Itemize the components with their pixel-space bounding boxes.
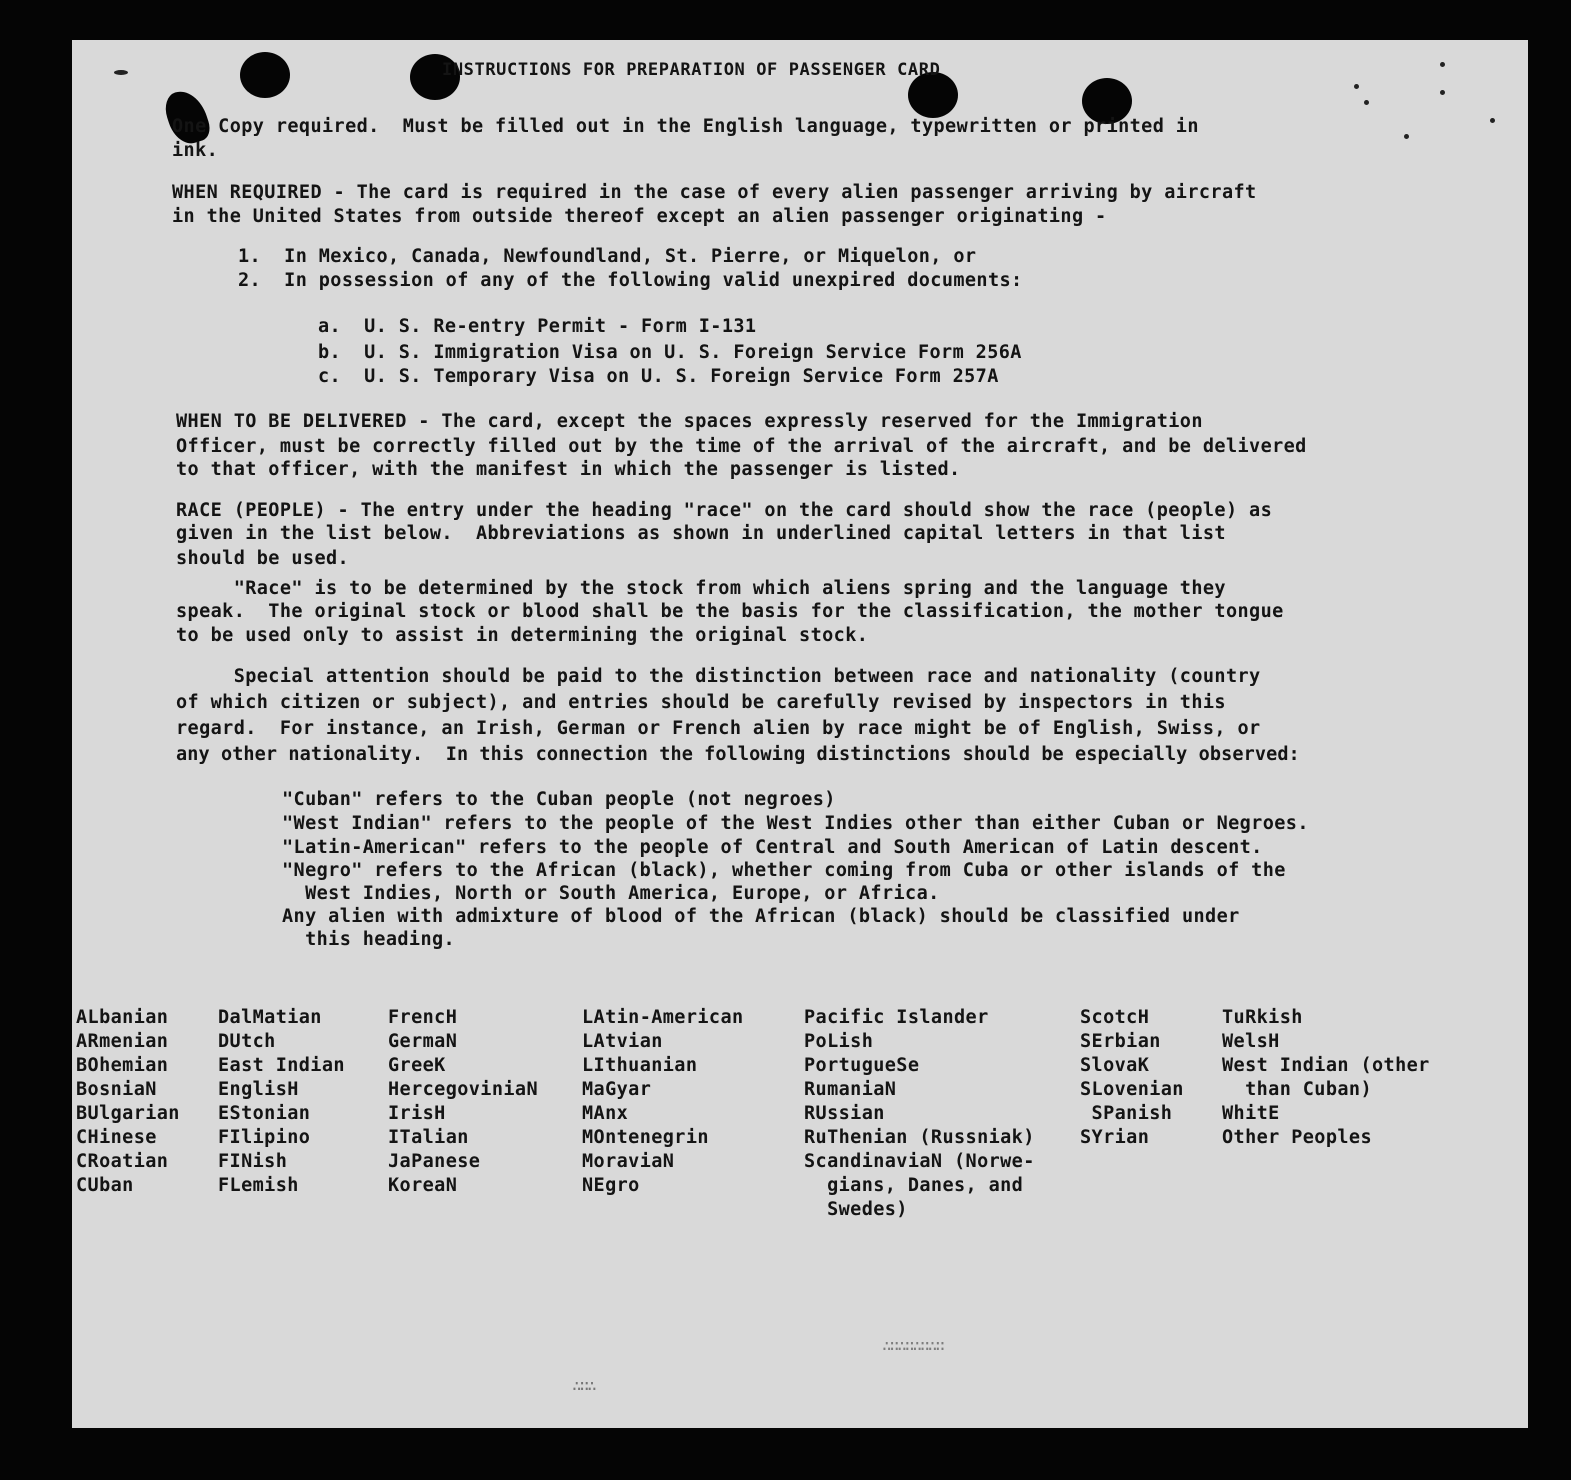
race-entry: MAnx [582, 1103, 629, 1124]
race-entry: HercegoviniaN [388, 1079, 538, 1100]
speck [1354, 84, 1359, 89]
special-attention-line: regard. For instance, an Irish, German or French alien by race might be of English, Swiss, or [176, 718, 1261, 739]
race-entry: PortugueSe [804, 1055, 920, 1076]
when-required-line-1: WHEN REQUIRED - The card is required in the case of every alien passenger arriving by aircraft [172, 182, 1257, 203]
race-entry: LAtvian [582, 1031, 663, 1052]
special-attention-line: of which citizen or subject), and entries should be carefully revised by inspectors in this [176, 692, 1226, 713]
document-item: b. U. S. Immigration Visa on U. S. Foreign Service Form 256A [318, 342, 1022, 363]
speck [114, 70, 128, 75]
race-entry: GreeK [388, 1055, 446, 1076]
punch-hole-1 [240, 52, 290, 98]
race-entry: BOhemian [76, 1055, 169, 1076]
race-entry: Swedes) [804, 1199, 908, 1220]
when-delivered-line: to that officer, with the manifest in which the passenger is listed. [176, 459, 961, 480]
race-entry: IrisH [388, 1103, 446, 1124]
race-entry: MOntenegrin [582, 1127, 709, 1148]
race-entry: RuThenian (Russniak) [804, 1127, 1035, 1148]
race-entry: ARmenian [76, 1031, 169, 1052]
race-column-7 [1222, 1006, 1430, 1150]
distinction-line: "Cuban" refers to the Cuban people (not negroes) [282, 789, 836, 810]
race-entry: PoLish [804, 1031, 874, 1052]
race-people-line: RACE (PEOPLE) - The entry under the heading "race" on the card should show the race (people) as [176, 500, 1273, 521]
race-entry: ScandinaviaN (Norwe- [804, 1151, 1035, 1172]
race-entry: LIthuanian [582, 1055, 698, 1076]
race-entry: FINish [218, 1151, 288, 1172]
race-entry: Other Peoples [1222, 1127, 1372, 1148]
distinction-line: "Latin-American" refers to the people of Central and South American of Latin descent. [282, 837, 1263, 858]
speck [1404, 134, 1409, 139]
race-entry: Pacific Islander [804, 1007, 989, 1028]
race-entry: MaGyar [582, 1079, 652, 1100]
race-entry: CRoatian [76, 1151, 169, 1172]
race-entry: ALbanian [76, 1007, 169, 1028]
race-entry: gians, Danes, and [804, 1175, 1024, 1196]
race-entry: RumaniaN [804, 1079, 897, 1100]
race-entry: SErbian [1080, 1031, 1161, 1052]
distinction-line: this heading. [282, 929, 456, 950]
race-entry: SLovenian [1080, 1079, 1184, 1100]
race-entry: EnglisH [218, 1079, 299, 1100]
exception-item: 2. In possession of any of the following valid unexpired documents: [238, 270, 1023, 291]
race-entry: KoreaN [388, 1175, 458, 1196]
race-entry: CUban [76, 1175, 134, 1196]
race-entry: ScotcH [1080, 1007, 1150, 1028]
race-entry: FrencH [388, 1007, 458, 1028]
race-entry: WhitE [1222, 1103, 1280, 1124]
special-attention-line: Special attention should be paid to the distinction between race and nationality (country [176, 666, 1261, 687]
race-entry: FLemish [218, 1175, 299, 1196]
race-entry: JaPanese [388, 1151, 481, 1172]
distinction-line: West Indies, North or South America, Europe, or Africa. [282, 883, 940, 904]
page-title: INSTRUCTIONS FOR PREPARATION OF PASSENGER CARD [442, 60, 941, 80]
when-delivered-line: WHEN TO BE DELIVERED - The card, except the spaces expressly reserved for the Immigration [176, 411, 1203, 432]
document-item: a. U. S. Re-entry Permit - Form I-131 [318, 316, 757, 337]
when-required-line-2: in the United States from outside thereof except an alien passenger originating - [172, 206, 1107, 227]
race-entry: SYrian [1080, 1127, 1150, 1148]
race-entry: FIlipino [218, 1127, 311, 1148]
copy-required-line-1: One Copy required. Must be filled out in the English language, typewritten or printed in [172, 116, 1199, 137]
race-entry: MoraviaN [582, 1151, 675, 1172]
race-entry: than Cuban) [1222, 1079, 1372, 1100]
exception-item: 1. In Mexico, Canada, Newfoundland, St. Pierre, or Miquelon, or [238, 246, 977, 267]
race-entry: SlovaK [1080, 1055, 1150, 1076]
race-defined-line: to be used only to assist in determining the original stock. [176, 625, 869, 646]
faint-stamp-mark: ∴∷∴∷∴∷∴∷ [882, 1336, 944, 1355]
race-people-line: given in the list below. Abbreviations as shown in underlined capital letters in that list [176, 523, 1226, 544]
race-entry: BosniaN [76, 1079, 157, 1100]
when-delivered-line: Officer, must be correctly filled out by the time of the arrival of the aircraft, and be delivered [176, 436, 1307, 457]
distinction-line: "West Indian" refers to the people of the West Indies other than either Cuban or Negroes. [282, 813, 1309, 834]
race-column-3 [388, 1006, 538, 1198]
race-entry: East Indian [218, 1055, 345, 1076]
race-entry: CHinese [76, 1127, 157, 1148]
distinction-line: Any alien with admixture of blood of the African (black) should be classified under [282, 906, 1240, 927]
race-entry: ITalian [388, 1127, 469, 1148]
race-entry: NEgro [582, 1175, 640, 1196]
race-defined-line: speak. The original stock or blood shall be the basis for the classification, the mother tongue [176, 601, 1284, 622]
race-entry: West Indian (other [1222, 1055, 1430, 1076]
race-entry: RUssian [804, 1103, 885, 1124]
race-entry: DalMatian [218, 1007, 322, 1028]
faint-stamp-mark: ∴∷∴ [572, 1376, 595, 1395]
race-entry: TuRkish [1222, 1007, 1303, 1028]
race-entry: SPanish [1080, 1103, 1173, 1124]
speck [1364, 100, 1369, 105]
copy-required-line-2: ink. [172, 140, 219, 161]
speck [1440, 90, 1445, 95]
document-item: c. U. S. Temporary Visa on U. S. Foreign Service Form 257A [318, 366, 999, 387]
speck [1440, 62, 1445, 67]
speck [1490, 118, 1495, 123]
race-entry: LAtin-American [582, 1007, 744, 1028]
passenger-card-instruction-sheet [72, 40, 1528, 1428]
race-column-4 [582, 1006, 744, 1198]
race-column-6 [1080, 1006, 1184, 1150]
race-entry: EStonian [218, 1103, 311, 1124]
race-entry: GermaN [388, 1031, 458, 1052]
race-people-line: should be used. [176, 548, 350, 569]
race-entry: WelsH [1222, 1031, 1280, 1052]
distinction-line: "Negro" refers to the African (black), whether coming from Cuba or other islands of the [282, 860, 1286, 881]
race-defined-line: "Race" is to be determined by the stock from which aliens spring and the language they [176, 578, 1226, 599]
race-column-5 [804, 1006, 1035, 1222]
race-entry: BUlgarian [76, 1103, 180, 1124]
special-attention-line: any other nationality. In this connection the following distinctions should be especially observed: [176, 744, 1300, 765]
race-column-2 [218, 1006, 345, 1198]
race-entry: DUtch [218, 1031, 276, 1052]
race-column-1 [76, 1006, 180, 1198]
